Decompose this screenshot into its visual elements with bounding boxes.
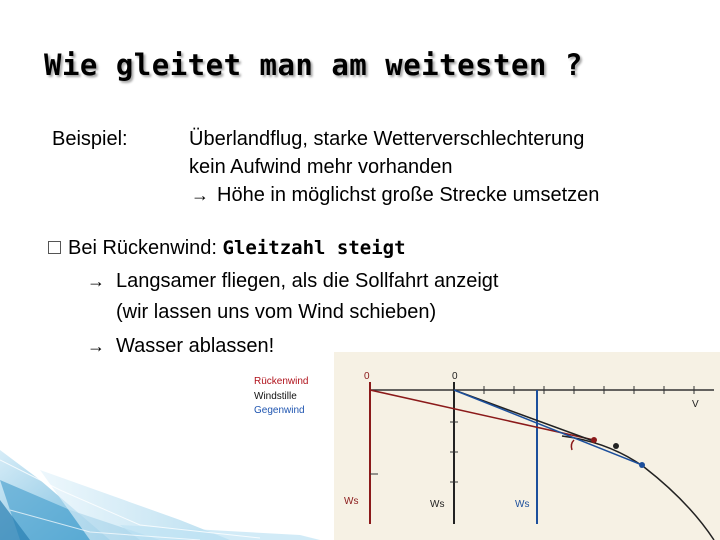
example-line-1: Überlandflug, starke Wetterverschlechterung <box>189 128 585 150</box>
sub-item-2: (wir lassen uns vom Wind schieben) <box>116 301 437 323</box>
legend-headwind: Gegenwind <box>254 405 305 416</box>
bullet-line <box>68 238 406 258</box>
example-line-2: kein Aufwind mehr vorhanden <box>189 156 453 178</box>
bullet-box-icon <box>48 241 61 254</box>
legend-calm: Windstille <box>254 391 297 402</box>
arrow-icon: → <box>87 271 105 291</box>
sub-item-3: Wasser ablassen! <box>116 335 275 357</box>
v-axis-label: V <box>692 399 699 410</box>
tangent-point-headwind <box>639 462 645 468</box>
legend-tailwind: Rückenwind <box>254 376 309 387</box>
arrow-icon: → <box>87 336 105 356</box>
sub-item-1: Langsamer fliegen, als die Sollfahrt anzeigt <box>116 270 499 292</box>
tangent-point-tailwind <box>591 437 597 443</box>
ws-label-tailwind: Ws <box>344 496 359 507</box>
example-line-3: Höhe in möglichst große Strecke umsetzen <box>217 184 600 206</box>
diagram-panel <box>334 352 720 540</box>
origin-label-calm: 0 <box>452 371 458 382</box>
ws-label-calm: Ws <box>430 499 445 510</box>
ws-label-headwind: Ws <box>515 499 530 510</box>
speed-polar-diagram <box>334 352 720 540</box>
tangent-point-calm <box>613 443 619 449</box>
origin-label-tailwind: 0 <box>364 371 370 382</box>
slide-title: Wie gleitet man am weitesten ? <box>44 48 583 82</box>
bullet-prefix: Bei Rückenwind: <box>68 237 217 259</box>
bullet-emphasis: Gleitzahl steigt <box>222 237 406 259</box>
example-label: Beispiel: <box>52 128 128 150</box>
arrow-icon: → <box>191 185 209 205</box>
